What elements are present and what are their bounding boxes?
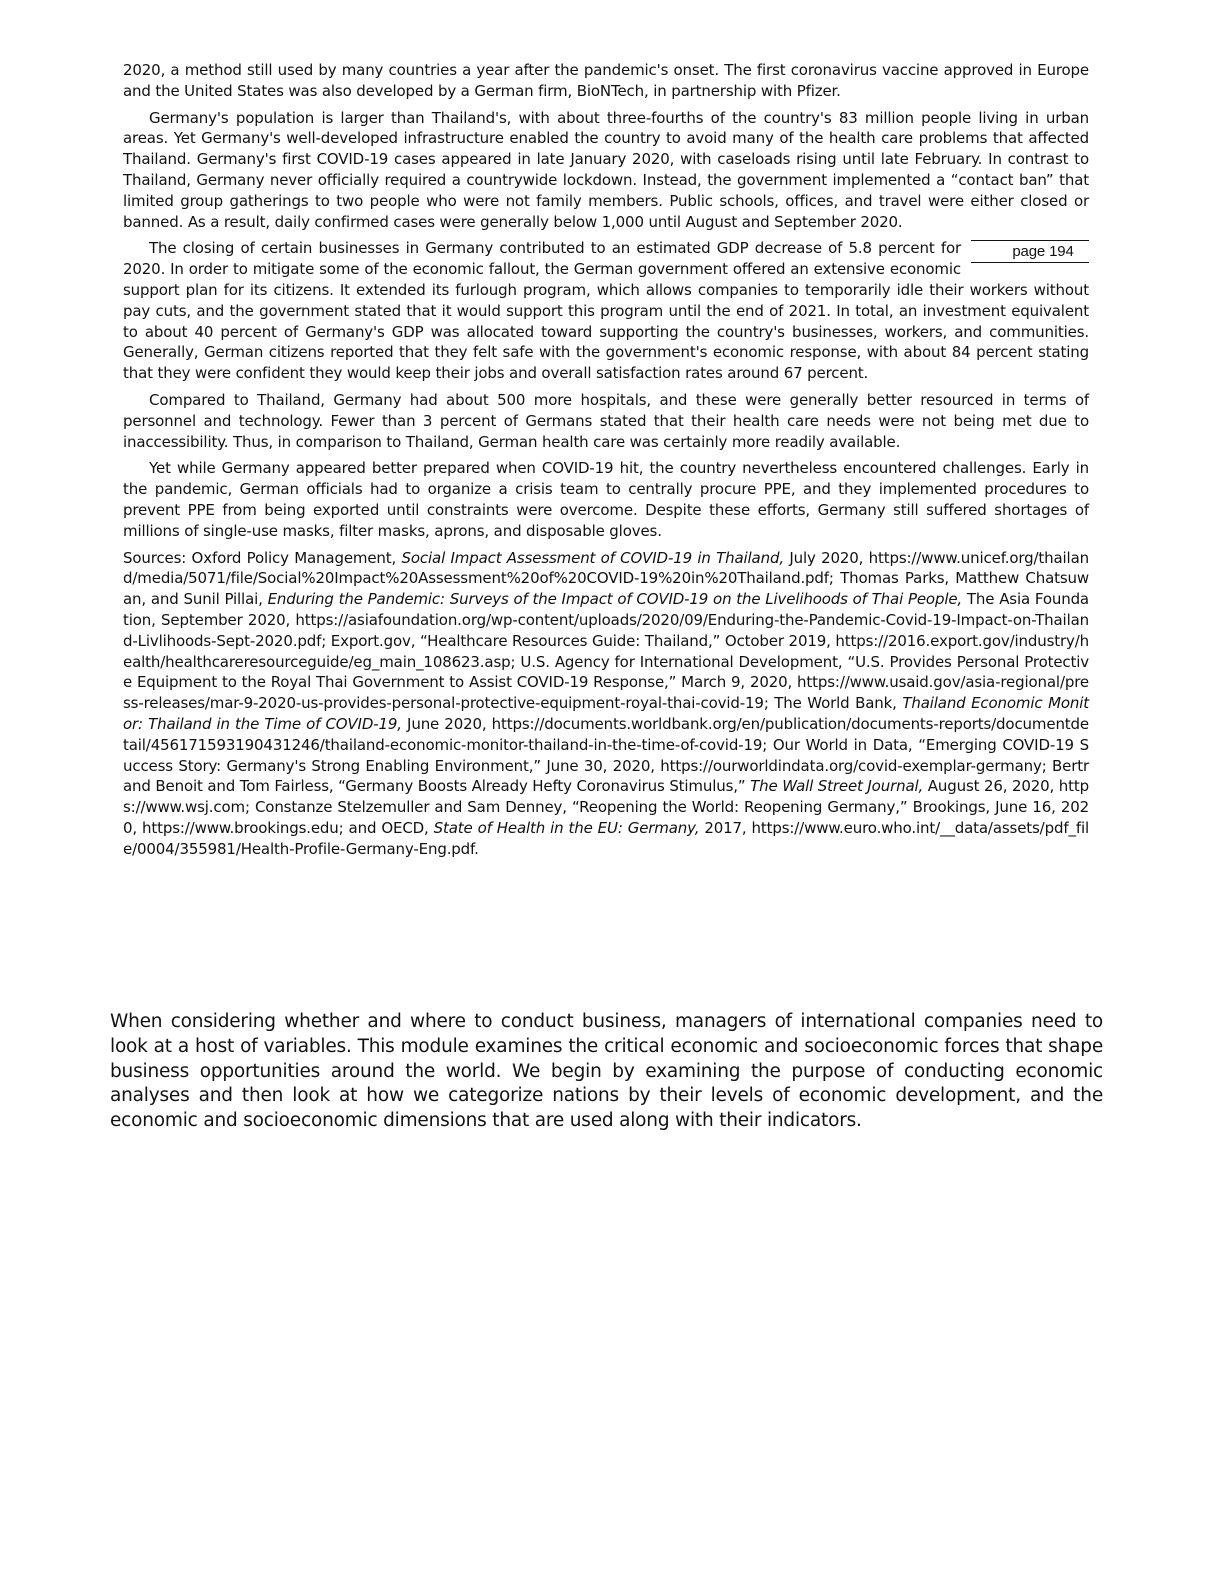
page-marker: page 194 <box>971 240 1089 263</box>
case-paragraph-1: 2020, a method still used by many countries a year after the pandemic's onset. The first coronavirus vaccine approved in Europe and the United States was also developed by a German firm, BioNTech, in partnership with Pfizer. <box>123 61 1089 100</box>
source-segment: August 26, 2020, https://www.wsj.com; Constanze Stelzemuller and Sam Denney, “Reopening the World: Reopening Germany,” Brookings, June 16, 2020, https://www.brookings.edu; and OECD, <box>123 777 1089 837</box>
source-segment: The Asia Foundation, September 2020, https://asiafoundation.org/wp-content/uploads/2020/09/Enduring-the-Pandemic-Covid-19-Impact-on-Thailand-Livlihoods-Sept-2020.pdf; Export.gov, “Healthcare Resources Guide: Thailand,” October 2019, https://2016.export.gov/industry/health/healthcareresourceguide/eg_main_108623.asp; U.S. Agency for International Development, “U.S. Provides Personal Protective Equipment to the Royal Thai Government to Assist COVID-19 Response,” March 9, 2020, https://www.usaid.gov/asia-regional/press-releases/mar-9-2020-us-provides-personal-protective-equipment-royal-thai-covid-19; The World Bank, <box>123 590 1089 713</box>
case-paragraph-4: Compared to Thailand, Germany had about 500 more hospitals, and these were generally better resourced in terms of personnel and technology. Fewer than 3 percent of Germans stated that their health care needs were not being met due to inaccessibility. Thus, in comparison to Thailand, German health care was certainly more readily available. <box>123 390 1089 451</box>
source-segment: June 2020, https://documents.worldbank.org/en/publication/documents-reports/documentdetail/456171593190431246/thailand-economic-monitor-thailand-in-the-time-of-covid-19; Our World in Data, “Emerging COVID-19 Success Story: Germany's Strong Enabling Environment,” June 30, 2020, https://ourworldindata.org/covid-exemplar-germany; Bertrand Benoit and Tom Fairless, “Germany Boosts Already Hefty Coronavirus Stimulus,” <box>123 714 1089 796</box>
source-segment: Sources: Oxford Policy Management, <box>123 548 402 567</box>
source-segment: July 2020, https://www.unicef.org/thailand/media/5071/file/Social%20Impact%20Assessment%20of%20COVID-19%20in%20Thailand.pdf; Thomas Parks, Matthew Chatsuwan, and Sunil Pillai, <box>123 548 1089 609</box>
source-title: State of Health in the EU: Germany, <box>433 818 700 837</box>
case-paragraph-5: Yet while Germany appeared better prepared when COVID-19 hit, the country nevertheless encountered challenges. Early in the pandemic, German officials had to organize a crisis team to centrally procure PPE, and they implemented procedures to prevent PPE from being exported until constraints were overcome. Despite these efforts, Germany still suffered shortages of millions of single-use masks, filter masks, aprons, and disposable gloves. <box>123 459 1089 540</box>
module-intro-paragraph: When considering whether and where to conduct business, managers of international companies need to look at a host of variables. This module examines the critical economic and socioeconomic forces that shape business opportunities around the world. We begin by examining the purpose of conducting economic analyses and then look at how we categorize nations by their levels of economic development, and the economic and socioeconomic dimensions that are used along with their indicators. <box>110 1011 1103 1132</box>
case-study-box <box>123 60 1089 865</box>
source-title: Enduring the Pandemic: Surveys of the Impact of COVID-19 on the Livelihoods of Thai People, <box>267 590 963 609</box>
source-title: Thailand Economic Monitor: Thailand in the Time of COVID-19, <box>123 694 1089 733</box>
source-title: The Wall Street Journal, <box>750 777 924 796</box>
case-paragraph-2: Germany's population is larger than Thailand's, with about three-fourths of the country's 83 million people living in urban areas. Yet Germany's well-developed infrastructure enabled the country to avoid many of the health care problems that affected Thailand. Germany's first COVID-19 cases appeared in late January 2020, with caseloads rising until late February. In contrast to Thailand, Germany never officially required a countrywide lockdown. Instead, the government implemented a “contact ban” that limited group gatherings to two people who were not family members. Public schools, offices, and travel were either closed or banned. As a result, daily confirmed cases were generally below 1,000 until August and September 2020. <box>123 108 1089 231</box>
case-paragraph-3 <box>123 238 1089 384</box>
source-title: Social Impact Assessment of COVID-19 in Thailand, <box>401 548 784 567</box>
source-segment: 2017, https://www.euro.who.int/__data/assets/pdf_file/0004/355981/Health-Profile-Germany-Eng.pdf. <box>123 818 1089 858</box>
sources-citation <box>123 548 1089 860</box>
case-paragraph-3-text: The closing of certain businesses in Germany contributed to an estimated GDP decrease of 5.8 percent for 2020. In order to mitigate some of the economic fallout, the German government offered an extensive economic support plan for its citizens. It extended its furlough program, which allows companies to temporarily idle their workers without pay cuts, and the government stated that it would support this program until the end of 2021. In total, an investment equivalent to about 40 percent of Germany's GDP was allocated toward supporting the country's businesses, workers, and communities. Generally, German citizens reported that they felt safe with the government's economic response, with about 84 percent stating that they were confident they would keep their jobs and overall satisfaction rates around 67 percent. <box>123 239 1089 383</box>
